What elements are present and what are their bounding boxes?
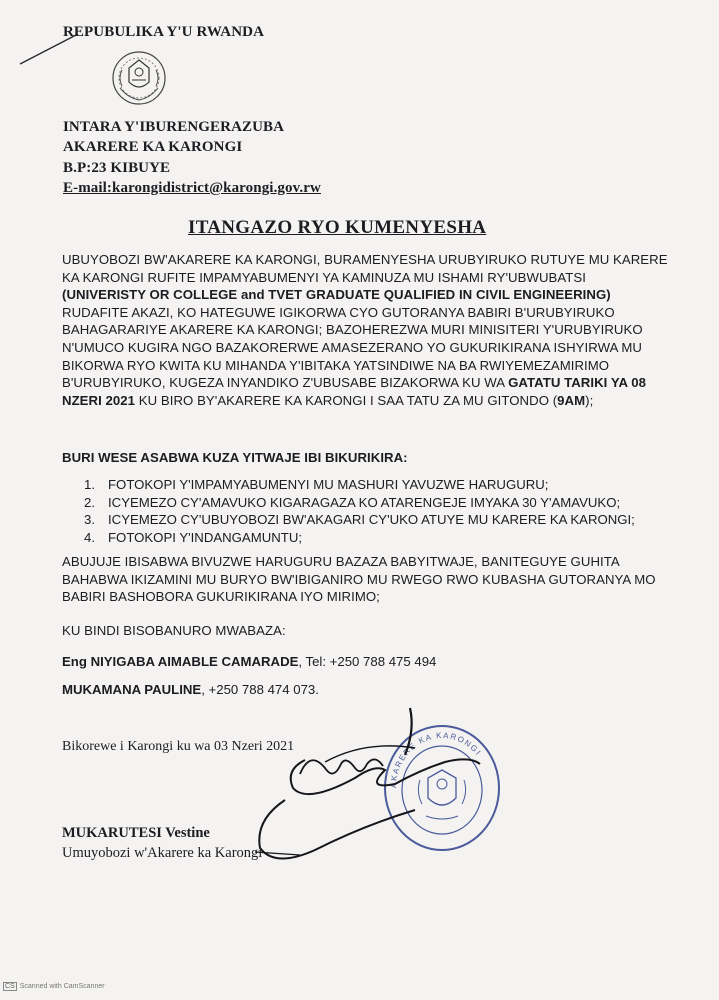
header-district: AKARERE KA KARONGI	[63, 139, 243, 155]
announcement-paragraph	[62, 251, 682, 409]
announcement-line: BAHAGARARIYE AKARERE KA KARONGI; BAZOHEREZWA MURI MINISITERI Y'URUBYIRUKO	[62, 322, 643, 338]
announcement-line: BIKORWA RYO KWITA KU MIHANDA Y'IBITAKA YATSINDIWE NA BA RWIYEMEZAMIRIMO	[62, 357, 610, 373]
announcement-text: );	[585, 392, 594, 408]
notice-paragraph	[62, 553, 692, 606]
contact-2	[62, 682, 319, 697]
requirements-heading: BURI WESE ASABWA KUZA YITWAJE IBI BIKURIKIRA:	[62, 450, 408, 465]
scanner-badge: CS	[5, 983, 15, 990]
deadline-date: GATATU TARIKI YA 08	[508, 375, 647, 391]
announcement-line-bold: (UNIVERISTY OR COLLEGE and TVET GRADUATE QUALIFIED IN CIVIL ENGINEERING)	[62, 287, 611, 303]
requirements-list	[84, 476, 684, 546]
header-province: INTARA Y'IBURENGERAZUBA	[63, 119, 285, 135]
contact-1-name: Eng NIYIGABA AIMABLE CAMARADE	[62, 654, 299, 669]
deadline-time: 9AM	[557, 392, 586, 408]
scanner-text: Scanned with CamScanner	[19, 983, 105, 990]
notice-line: BABIRI BASHOBORA GUKURIKIRANA IYO MIRIMO;	[62, 589, 380, 605]
requirement-item: 4. FOTOKOPI Y'INDANGAMUNTU;	[84, 529, 303, 545]
deadline-month: NZERI 2021	[62, 392, 136, 408]
header-email: E-mail:karongidistrict@karongi.gov.rw	[63, 180, 321, 196]
coat-of-arms-emblem	[108, 48, 170, 106]
announcement-text: KU BIRO BY'AKARERE KA KARONGI I SAA TATU ZA MU GITONDO (	[135, 392, 558, 408]
header-po-box: B.P:23 KIBUYE	[63, 160, 171, 176]
signatory-position: Umuyobozi w'Akarere ka Karongi	[62, 845, 263, 861]
contact-1-phone: , Tel: +250 788 475 494	[298, 654, 437, 669]
stamp-arc-text: AKARERE KA KARONGI	[388, 730, 484, 789]
announcement-line	[62, 392, 682, 410]
announcement-line: KA KARONGI RUFITE IMPAMYABUMENYI YA KAMINUZA MU ISHAMI RY'UBWUBATSI	[62, 269, 586, 285]
announcement-line: N'UMUCO KUGIRA NGO BAZAKORERWE AMASEZERANO YO GUKURIKIRANA ISHYIRWA MU	[62, 339, 643, 355]
contact-2-phone: , +250 788 474 073.	[201, 682, 319, 697]
requirement-item: 3. ICYEMEZO CY'UBUYOBOZI BW'AKAGARI CY'UKO ATUYE MU KARERE KA KARONGI;	[84, 512, 635, 528]
contact-2-name: MUKAMANA PAULINE	[62, 682, 202, 697]
notice-line: ABUJUJE IBISABWA BIVUZWE HARUGURU BAZAZA BABYITWAJE, BANITEGUYE GUHITA	[62, 554, 620, 569]
header-country: REPUBULIKA Y'U RWANDA	[63, 24, 265, 40]
contacts-intro: KU BINDI BISOBANURO MWABAZA:	[62, 623, 286, 638]
announcement-text: B'URUBYIRUKO, KUGEZA INYANDIKO Z'UBUSABE BIZAKORWA KU WA	[62, 375, 509, 391]
requirement-item: 1. FOTOKOPI Y'IMPAMYABUMENYI MU MASHURI YAVUZWE HARUGURU;	[84, 477, 549, 492]
announcement-line: RUDAFITE AKAZI, KO HATEGUWE IGIKORWA CYO GUTORANYA BABIRI B'URUBYIRUKO	[62, 304, 615, 320]
requirement-item: 2. ICYEMEZO CY'AMAVUKO KIGARAGAZA KO ATARENGEJE IMYAKA 30 Y'AMAVUKO;	[84, 494, 621, 510]
page-title: ITANGAZO RYO KUMENYESHA	[188, 217, 487, 238]
signatory-name: MUKARUTESI Vestine	[62, 825, 210, 841]
announcement-line: UBUYOBOZI BW'AKARERE KA KARONGI, BURAMENYESHA URUBYIRUKO RUTUYE MU KARERE	[62, 252, 668, 267]
scanner-watermark	[3, 982, 105, 991]
announcement-line	[62, 374, 682, 392]
place-date: Bikorewe i Karongi ku wa 03 Nzeri 2021	[62, 739, 295, 754]
notice-line: BAHABWA IKIZAMINI MU BURYO BW'IBIGANIRO MU RWEGO RWO KUBASHA GUTORANYA MO	[62, 571, 656, 587]
contact-1	[62, 654, 436, 669]
